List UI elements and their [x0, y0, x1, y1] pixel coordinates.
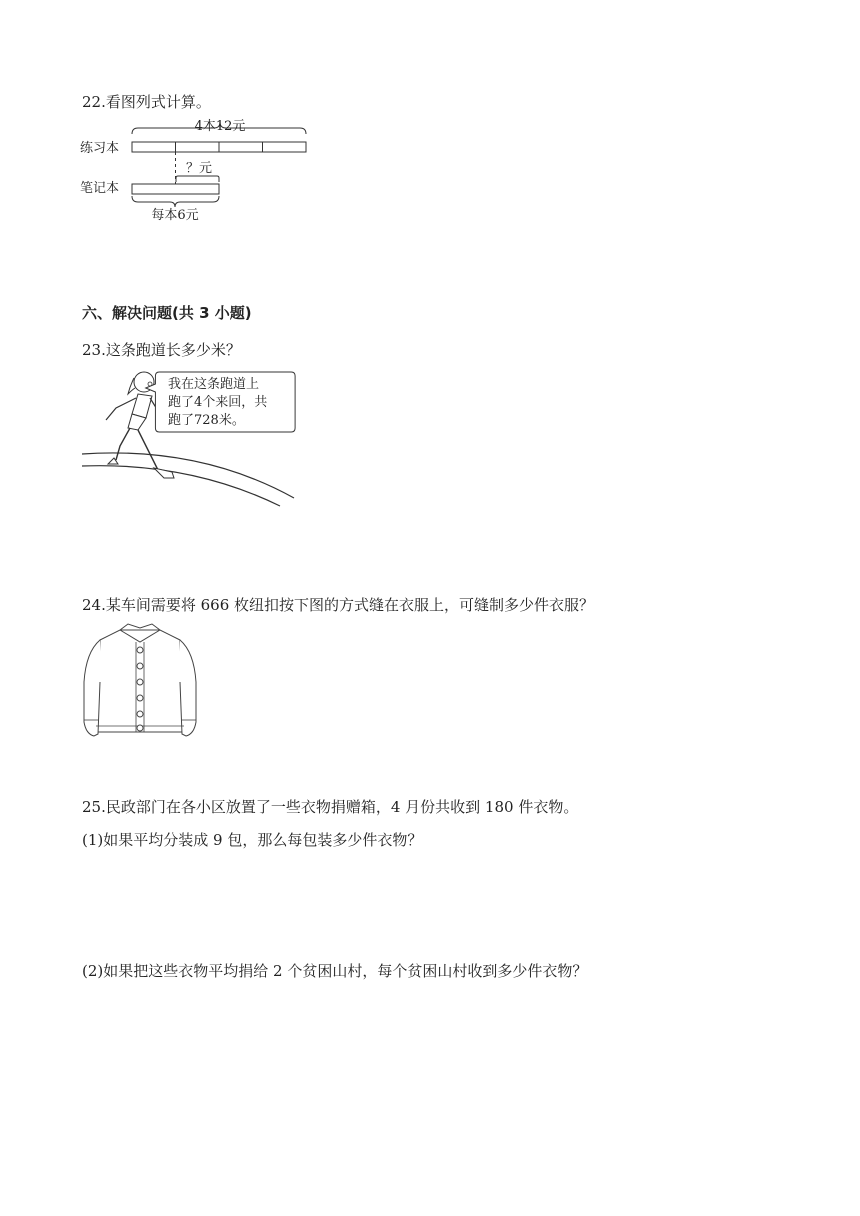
notebook-bar [132, 184, 219, 194]
bar-diagram [78, 116, 318, 226]
section-6-heading: 六、解决问题(共 3 小题) [82, 304, 252, 322]
row-label-exercise-book: 练习本 [80, 141, 120, 156]
button-2 [137, 663, 143, 669]
button-4 [137, 695, 143, 701]
bubble-line-3: 跑了728米。 [168, 413, 245, 428]
question-25-sub-1: (1)如果平均分装成 9 包，那么每包装多少件衣物？ [82, 831, 423, 849]
question-22-text: 22.看图列式计算。 [82, 93, 211, 111]
row-label-notebook: 笔记本 [80, 181, 120, 196]
shirt-illustration [80, 622, 200, 750]
bottom-brace-label: 每本6元 [151, 208, 199, 223]
button-5 [137, 711, 143, 717]
question-23-text: 23.这条跑道长多少米？ [82, 341, 241, 359]
button-1 [137, 647, 143, 653]
question-brace [176, 176, 219, 182]
question-label: ？元 [186, 161, 213, 176]
top-brace-label: 4本12元 [194, 119, 246, 134]
question-25-text: 25.民政部门在各小区放置了一些衣物捐赠箱，4 月份共收到 180 件衣物。 [82, 798, 579, 816]
question-24-text: 24.某车间需要将 666 枚纽扣按下图的方式缝在衣服上，可缝制多少件衣服？ [82, 596, 595, 614]
button-6 [137, 725, 143, 731]
button-3 [137, 679, 143, 685]
runner-illustration [80, 366, 300, 514]
question-25-sub-2: (2)如果把这些衣物平均捐给 2 个贫困山村，每个贫困山村收到多少件衣物？ [82, 962, 588, 980]
bottom-brace [132, 196, 219, 207]
bubble-line-2: 跑了4个来回，共 [168, 395, 268, 410]
bubble-line-1: 我在这条跑道上 [168, 377, 260, 392]
